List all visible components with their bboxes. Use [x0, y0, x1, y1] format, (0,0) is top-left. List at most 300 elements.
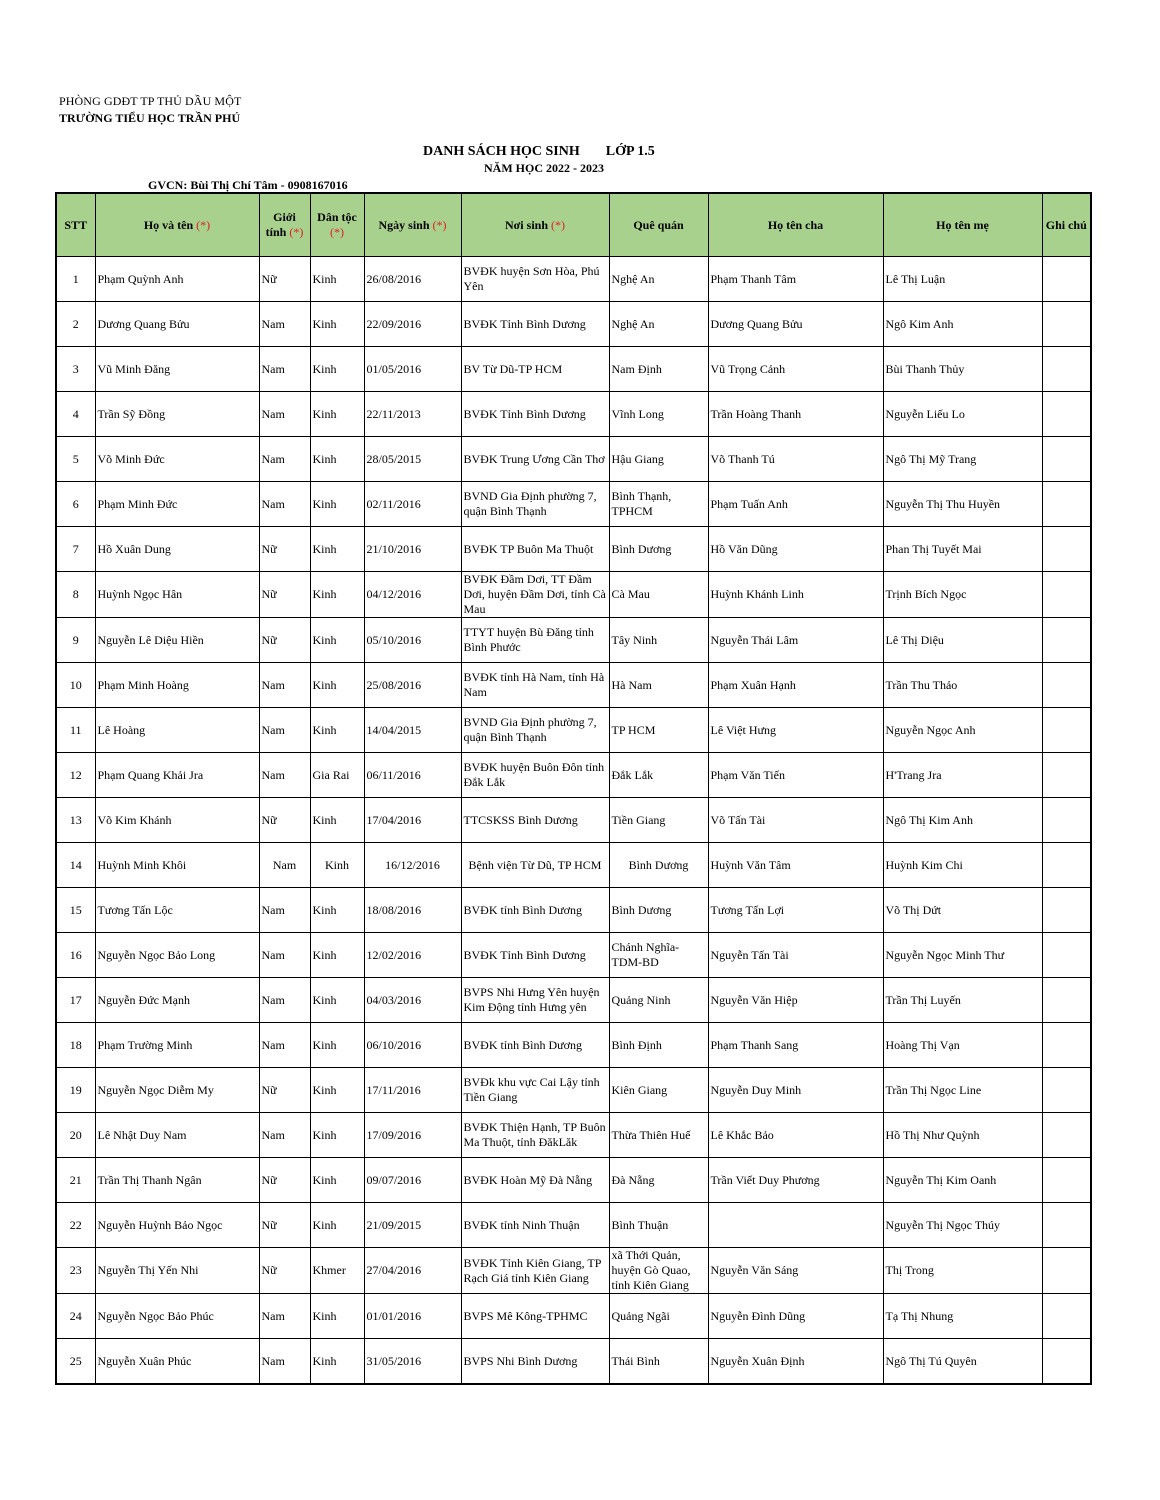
table-row: [56, 437, 1091, 482]
father-cell: Phạm Thanh Sang: [708, 1023, 883, 1068]
father-cell: Trần Hoàng Thanh: [708, 392, 883, 437]
gender-cell: Nữ: [259, 798, 310, 843]
hometown-cell: Tây Ninh: [609, 618, 708, 663]
header-col-hometown: [609, 193, 708, 257]
table-row: [56, 257, 1091, 302]
mother-cell: Hoàng Thị Vạn: [883, 1023, 1042, 1068]
stt-cell: 16: [56, 933, 95, 978]
mother-cell: Bùi Thanh Thủy: [883, 347, 1042, 392]
table-header-row: [56, 193, 1091, 257]
table-row: [56, 843, 1091, 888]
mother-cell: Trần Thị Luyến: [883, 978, 1042, 1023]
birth-place-cell: BVĐK tỉnh Bình Dương: [461, 1023, 609, 1068]
name-cell: Nguyễn Xuân Phúc: [95, 1339, 259, 1385]
mother-cell: Trịnh Bích Ngọc: [883, 572, 1042, 618]
homeroom-teacher: GVCN: Bùi Thị Chí Tâm - 0908167016: [148, 178, 348, 192]
birth-date-cell: 14/04/2015: [364, 708, 461, 753]
birth-place-cell: BVĐK Tỉnh Kiên Giang, TP Rạch Giá tỉnh Kiên Giang: [461, 1248, 609, 1294]
birth-date-cell: 05/10/2016: [364, 618, 461, 663]
gender-cell: Nam: [259, 708, 310, 753]
gender-cell: Nam: [259, 1294, 310, 1339]
table-row: [56, 753, 1091, 798]
ethnicity-cell: Kinh: [310, 437, 364, 482]
header-col-stt: [56, 193, 95, 257]
name-cell: Lê Nhật Duy Nam: [95, 1113, 259, 1158]
father-cell: Lê Việt Hưng: [708, 708, 883, 753]
father-cell: Vũ Trọng Cảnh: [708, 347, 883, 392]
gender-cell: Nữ: [259, 572, 310, 618]
name-cell: Nguyễn Lê Diệu Hiền: [95, 618, 259, 663]
header-label: Họ tên cha: [767, 217, 824, 232]
notes-cell: [1042, 392, 1091, 437]
ethnicity-cell: Kinh: [310, 798, 364, 843]
table-row: [56, 392, 1091, 437]
mother-cell: Tạ Thị Nhung: [883, 1294, 1042, 1339]
mother-cell: Trần Thu Thảo: [883, 663, 1042, 708]
student-table: [55, 192, 1092, 1385]
table-row: [56, 1068, 1091, 1113]
mother-cell: Trần Thị Ngọc Line: [883, 1068, 1042, 1113]
name-cell: Võ Minh Đức: [95, 437, 259, 482]
father-cell: Tương Tấn Lợi: [708, 888, 883, 933]
mother-cell: Ngô Thị Kim Anh: [883, 798, 1042, 843]
birth-date-cell: 17/11/2016: [364, 1068, 461, 1113]
father-cell: Nguyễn Văn Hiệp: [708, 978, 883, 1023]
header-label: Giới tính: [265, 210, 296, 239]
birth-place-cell: BVĐK Đầm Dơi, TT Đầm Dơi, huyện Đầm Dơi, tỉnh Cà Mau: [461, 572, 609, 618]
stt-cell: 19: [56, 1068, 95, 1113]
table-row: [56, 1113, 1091, 1158]
father-cell: Nguyễn Xuân Định: [708, 1339, 883, 1385]
birth-place-cell: BV Từ Dũ-TP HCM: [461, 347, 609, 392]
ethnicity-cell: Kinh: [310, 978, 364, 1023]
stt-cell: 7: [56, 527, 95, 572]
stt-cell: 6: [56, 482, 95, 527]
name-cell: Nguyễn Đức Mạnh: [95, 978, 259, 1023]
father-cell: Phạm Tuấn Anh: [708, 482, 883, 527]
birth-date-cell: 06/10/2016: [364, 1023, 461, 1068]
hometown-cell: Vĩnh Long: [609, 392, 708, 437]
birth-date-cell: 22/11/2013: [364, 392, 461, 437]
gender-cell: Nữ: [259, 1248, 310, 1294]
table-row: [56, 978, 1091, 1023]
table-row: [56, 933, 1091, 978]
header-col-ethnicity: [310, 193, 364, 257]
gender-cell: Nam: [259, 753, 310, 798]
notes-cell: [1042, 572, 1091, 618]
birth-date-cell: 17/09/2016: [364, 1113, 461, 1158]
father-cell: Phạm Thanh Tâm: [708, 257, 883, 302]
header-label: STT: [64, 217, 88, 232]
mother-cell: Nguyễn Thị Ngọc Thúy: [883, 1203, 1042, 1248]
mother-cell: Thị Trong: [883, 1248, 1042, 1294]
hometown-cell: Bình Định: [609, 1023, 708, 1068]
birth-place-cell: BVĐk khu vực Cai Lậy tỉnh Tiền Giang: [461, 1068, 609, 1113]
mother-cell: Huỳnh Kim Chi: [883, 843, 1042, 888]
name-cell: Võ Kim Khánh: [95, 798, 259, 843]
ethnicity-cell: Kinh: [310, 1068, 364, 1113]
table-row: [56, 618, 1091, 663]
mother-cell: Lê Thị Luận: [883, 257, 1042, 302]
birth-place-cell: BVPS Mê Kông-TPHMC: [461, 1294, 609, 1339]
header-label: Ngày sinh: [378, 217, 430, 232]
birth-place-cell: BVĐK huyện Buôn Đôn tỉnh Đắk Lắk: [461, 753, 609, 798]
notes-cell: [1042, 1203, 1091, 1248]
gender-cell: Nữ: [259, 1203, 310, 1248]
hometown-cell: Thừa Thiên Huế: [609, 1113, 708, 1158]
header-label: Họ tên mẹ: [936, 217, 989, 232]
stt-cell: 14: [56, 843, 95, 888]
hometown-cell: xã Thới Quản, huyện Gò Quao, tỉnh Kiên Giang: [609, 1248, 708, 1294]
name-cell: Trần Sỹ Đồng: [95, 392, 259, 437]
name-cell: Huỳnh Minh Khôi: [95, 843, 259, 888]
table-row: [56, 1248, 1091, 1294]
department-name: PHÒNG GDĐT TP THỦ DẦU MỘT: [59, 94, 242, 108]
hometown-cell: Nam Định: [609, 347, 708, 392]
hometown-cell: Hậu Giang: [609, 437, 708, 482]
school-name: TRƯỜNG TIỂU HỌC TRẦN PHÚ: [59, 111, 241, 125]
gender-cell: Nam: [259, 978, 310, 1023]
birth-place-cell: BVND Gia Định phường 7, quận Bình Thạnh: [461, 482, 609, 527]
notes-cell: [1042, 1113, 1091, 1158]
birth-place-cell: BVĐK tỉnh Bình Dương: [461, 888, 609, 933]
notes-cell: [1042, 663, 1091, 708]
birth-date-cell: 28/05/2015: [364, 437, 461, 482]
name-cell: Phạm Minh Đức: [95, 482, 259, 527]
name-cell: Trần Thị Thanh Ngân: [95, 1158, 259, 1203]
gender-cell: Nữ: [259, 1068, 310, 1113]
father-cell: Dương Quang Bửu: [708, 302, 883, 347]
name-cell: Tương Tấn Lộc: [95, 888, 259, 933]
hometown-cell: Đắk Lắk: [609, 753, 708, 798]
father-cell: Nguyễn Đình Dũng: [708, 1294, 883, 1339]
father-cell: Lê Khắc Bảo: [708, 1113, 883, 1158]
stt-cell: 12: [56, 753, 95, 798]
birth-date-cell: 26/08/2016: [364, 257, 461, 302]
ethnicity-cell: Gia Rai: [310, 753, 364, 798]
table-row: [56, 1158, 1091, 1203]
notes-cell: [1042, 257, 1091, 302]
birth-place-cell: BVPS Nhi Bình Dương: [461, 1339, 609, 1385]
header-label: Nơi sinh: [505, 217, 548, 232]
name-cell: Phạm Quỳnh Anh: [95, 257, 259, 302]
header-label: Dân tộc: [317, 210, 357, 224]
birth-date-cell: 09/07/2016: [364, 1158, 461, 1203]
father-cell: Huỳnh Khánh Linh: [708, 572, 883, 618]
mother-cell: Nguyễn Thị Kim Oanh: [883, 1158, 1042, 1203]
gender-cell: Nam: [259, 1339, 310, 1385]
mother-cell: Phan Thị Tuyết Mai: [883, 527, 1042, 572]
gender-cell: Nam: [259, 1113, 310, 1158]
header-label: Quê quán: [633, 217, 684, 232]
name-cell: Vũ Minh Đăng: [95, 347, 259, 392]
birth-date-cell: 22/09/2016: [364, 302, 461, 347]
stt-cell: 20: [56, 1113, 95, 1158]
ethnicity-cell: Kinh: [310, 482, 364, 527]
ethnicity-cell: Kinh: [310, 572, 364, 618]
hometown-cell: Hà Nam: [609, 663, 708, 708]
ethnicity-cell: Kinh: [310, 302, 364, 347]
hometown-cell: Thái Bình: [609, 1339, 708, 1385]
hometown-cell: Chánh Nghĩa-TDM-BD: [609, 933, 708, 978]
name-cell: Nguyễn Ngọc Diễm My: [95, 1068, 259, 1113]
birth-date-cell: 25/08/2016: [364, 663, 461, 708]
header-col-mother-name: [883, 193, 1042, 257]
stt-cell: 23: [56, 1248, 95, 1294]
header-col-birth-date: [364, 193, 461, 257]
ethnicity-cell: Kinh: [310, 392, 364, 437]
birth-date-cell: 31/05/2016: [364, 1339, 461, 1385]
ethnicity-cell: Kinh: [310, 257, 364, 302]
name-cell: Nguyễn Thị Yến Nhi: [95, 1248, 259, 1294]
gender-cell: Nam: [259, 392, 310, 437]
birth-date-cell: 27/04/2016: [364, 1248, 461, 1294]
table-row: [56, 708, 1091, 753]
ethnicity-cell: Khmer: [310, 1248, 364, 1294]
required-mark: (*): [432, 217, 447, 232]
hometown-cell: Bình Dương: [609, 888, 708, 933]
required-mark: (*): [196, 217, 211, 232]
notes-cell: [1042, 708, 1091, 753]
stt-cell: 2: [56, 302, 95, 347]
stt-cell: 13: [56, 798, 95, 843]
birth-date-cell: 06/11/2016: [364, 753, 461, 798]
gender-cell: Nam: [259, 888, 310, 933]
header-col-gender: [259, 193, 310, 257]
header-col-father-name: [708, 193, 883, 257]
header-label: Họ và tên: [143, 217, 194, 232]
stt-cell: 10: [56, 663, 95, 708]
stt-cell: 4: [56, 392, 95, 437]
ethnicity-cell: Kinh: [310, 663, 364, 708]
stt-cell: 8: [56, 572, 95, 618]
ethnicity-cell: Kinh: [310, 843, 364, 888]
table-row: [56, 1023, 1091, 1068]
father-cell: Trần Viết Duy Phương: [708, 1158, 883, 1203]
hometown-cell: Kiên Giang: [609, 1068, 708, 1113]
name-cell: Phạm Minh Hoàng: [95, 663, 259, 708]
notes-cell: [1042, 347, 1091, 392]
ethnicity-cell: Kinh: [310, 1339, 364, 1385]
birth-date-cell: 17/04/2016: [364, 798, 461, 843]
birth-date-cell: 04/12/2016: [364, 572, 461, 618]
birth-date-cell: 02/11/2016: [364, 482, 461, 527]
notes-cell: [1042, 437, 1091, 482]
birth-place-cell: BVPS Nhi Hưng Yên huyện Kim Động tỉnh Hưng yên: [461, 978, 609, 1023]
gender-cell: Nam: [259, 663, 310, 708]
mother-cell: Nguyễn Liếu Lo: [883, 392, 1042, 437]
ethnicity-cell: Kinh: [310, 1294, 364, 1339]
gender-cell: Nam: [259, 302, 310, 347]
birth-place-cell: BVĐK Tỉnh Bình Dương: [461, 302, 609, 347]
hometown-cell: Nghệ An: [609, 257, 708, 302]
stt-cell: 11: [56, 708, 95, 753]
birth-place-cell: BVĐK Hoàn Mỹ Đà Nẵng: [461, 1158, 609, 1203]
birth-place-cell: BVĐK tỉnh Ninh Thuận: [461, 1203, 609, 1248]
ethnicity-cell: Kinh: [310, 347, 364, 392]
gender-cell: Nữ: [259, 618, 310, 663]
gender-cell: Nam: [259, 1023, 310, 1068]
table-row: [56, 302, 1091, 347]
gender-cell: Nữ: [259, 257, 310, 302]
birth-date-cell: 12/02/2016: [364, 933, 461, 978]
mother-cell: Hồ Thị Như Quỳnh: [883, 1113, 1042, 1158]
notes-cell: [1042, 843, 1091, 888]
name-cell: Nguyễn Huỳnh Bảo Ngọc: [95, 1203, 259, 1248]
mother-cell: H'Trang Jra: [883, 753, 1042, 798]
mother-cell: Nguyễn Ngọc Minh Thư: [883, 933, 1042, 978]
gender-cell: Nam: [259, 347, 310, 392]
notes-cell: [1042, 753, 1091, 798]
required-mark: (*): [289, 225, 304, 239]
hometown-cell: Bình Thuận: [609, 1203, 708, 1248]
stt-cell: 18: [56, 1023, 95, 1068]
notes-cell: [1042, 302, 1091, 347]
ethnicity-cell: Kinh: [310, 1158, 364, 1203]
name-cell: Huỳnh Ngọc Hân: [95, 572, 259, 618]
mother-cell: Ngô Thị Tú Quyên: [883, 1339, 1042, 1385]
birth-place-cell: BVĐK TP Buôn Ma Thuột: [461, 527, 609, 572]
ethnicity-cell: Kinh: [310, 1113, 364, 1158]
table-row: [56, 1203, 1091, 1248]
ethnicity-cell: Kinh: [310, 618, 364, 663]
notes-cell: [1042, 933, 1091, 978]
birth-date-cell: 16/12/2016: [364, 843, 461, 888]
father-cell: [708, 1203, 883, 1248]
father-cell: Huỳnh Văn Tâm: [708, 843, 883, 888]
name-cell: Phạm Quang Khải Jra: [95, 753, 259, 798]
stt-cell: 22: [56, 1203, 95, 1248]
birth-place-cell: Bệnh viện Từ Dũ, TP HCM: [461, 843, 609, 888]
mother-cell: Võ Thị Dứt: [883, 888, 1042, 933]
father-cell: Võ Tấn Tài: [708, 798, 883, 843]
notes-cell: [1042, 527, 1091, 572]
birth-date-cell: 01/05/2016: [364, 347, 461, 392]
notes-cell: [1042, 1158, 1091, 1203]
table-row: [56, 1339, 1091, 1385]
father-cell: Phạm Xuân Hạnh: [708, 663, 883, 708]
table-row: [56, 572, 1091, 618]
table-body: [56, 257, 1091, 1385]
ethnicity-cell: Kinh: [310, 933, 364, 978]
notes-cell: [1042, 888, 1091, 933]
hometown-cell: Bình Thạnh, TPHCM: [609, 482, 708, 527]
gender-cell: Nam: [259, 437, 310, 482]
name-cell: Nguyễn Ngọc Bảo Phúc: [95, 1294, 259, 1339]
table-row: [56, 527, 1091, 572]
stt-cell: 15: [56, 888, 95, 933]
notes-cell: [1042, 798, 1091, 843]
gender-cell: Nam: [259, 843, 310, 888]
stt-cell: 9: [56, 618, 95, 663]
notes-cell: [1042, 1068, 1091, 1113]
birth-date-cell: 21/09/2015: [364, 1203, 461, 1248]
hometown-cell: Tiền Giang: [609, 798, 708, 843]
birth-place-cell: BVĐK Thiện Hạnh, TP Buôn Ma Thuột, tỉnh ĐăkLăk: [461, 1113, 609, 1158]
birth-date-cell: 04/03/2016: [364, 978, 461, 1023]
hometown-cell: Bình Dương: [609, 843, 708, 888]
gender-cell: Nam: [259, 933, 310, 978]
father-cell: Hồ Văn Dũng: [708, 527, 883, 572]
birth-date-cell: 21/10/2016: [364, 527, 461, 572]
required-mark: (*): [551, 217, 565, 232]
header-label: Ghi chú: [1045, 217, 1087, 232]
ethnicity-cell: Kinh: [310, 1203, 364, 1248]
birth-place-cell: BVND Gia Định phường 7, quận Bình Thạnh: [461, 708, 609, 753]
hometown-cell: TP HCM: [609, 708, 708, 753]
birth-place-cell: BVĐK tỉnh Hà Nam, tỉnh Hà Nam: [461, 663, 609, 708]
hometown-cell: Bình Dương: [609, 527, 708, 572]
title-text: DANH SÁCH HỌC SINH: [423, 144, 580, 159]
mother-cell: Lê Thị Diệu: [883, 618, 1042, 663]
gender-cell: Nữ: [259, 527, 310, 572]
birth-date-cell: 01/01/2016: [364, 1294, 461, 1339]
hometown-cell: Nghệ An: [609, 302, 708, 347]
notes-cell: [1042, 1294, 1091, 1339]
gender-cell: Nữ: [259, 1158, 310, 1203]
father-cell: Nguyễn Thái Lâm: [708, 618, 883, 663]
stt-cell: 5: [56, 437, 95, 482]
birth-place-cell: BVĐK Tỉnh Bình Dương: [461, 933, 609, 978]
header-col-notes: [1042, 193, 1091, 257]
notes-cell: [1042, 978, 1091, 1023]
notes-cell: [1042, 1023, 1091, 1068]
stt-cell: 1: [56, 257, 95, 302]
header-col-birth-place: [461, 193, 609, 257]
gender-cell: Nam: [259, 482, 310, 527]
ethnicity-cell: Kinh: [310, 708, 364, 753]
table-row: [56, 798, 1091, 843]
mother-cell: Ngô Thị Mỹ Trang: [883, 437, 1042, 482]
father-cell: Võ Thanh Tú: [708, 437, 883, 482]
class-label: LỚP 1.5: [605, 144, 655, 159]
table-row: [56, 347, 1091, 392]
stt-cell: 21: [56, 1158, 95, 1203]
father-cell: Nguyễn Duy Minh: [708, 1068, 883, 1113]
hometown-cell: Đà Nẵng: [609, 1158, 708, 1203]
father-cell: Nguyễn Văn Sáng: [708, 1248, 883, 1294]
birth-place-cell: TTCSKSS Bình Dương: [461, 798, 609, 843]
mother-cell: Nguyễn Ngọc Anh: [883, 708, 1042, 753]
document-title: [423, 144, 655, 160]
mother-cell: Nguyễn Thị Thu Huyền: [883, 482, 1042, 527]
hometown-cell: Quảng Ngãi: [609, 1294, 708, 1339]
table-row: [56, 482, 1091, 527]
hometown-cell: Quảng Ninh: [609, 978, 708, 1023]
birth-place-cell: BVĐK Trung Ương Cần Thơ: [461, 437, 609, 482]
name-cell: Lê Hoàng: [95, 708, 259, 753]
stt-cell: 3: [56, 347, 95, 392]
father-cell: Phạm Văn Tiến: [708, 753, 883, 798]
notes-cell: [1042, 1248, 1091, 1294]
stt-cell: 25: [56, 1339, 95, 1385]
father-cell: Nguyễn Tấn Tài: [708, 933, 883, 978]
notes-cell: [1042, 482, 1091, 527]
birth-place-cell: BVĐK Tỉnh Bình Dương: [461, 392, 609, 437]
name-cell: Dương Quang Bửu: [95, 302, 259, 347]
ethnicity-cell: Kinh: [310, 527, 364, 572]
name-cell: Phạm Trường Minh: [95, 1023, 259, 1068]
table-row: [56, 1294, 1091, 1339]
mother-cell: Ngô Kim Anh: [883, 302, 1042, 347]
table-row: [56, 888, 1091, 933]
header-col-full-name: [95, 193, 259, 257]
name-cell: Hồ Xuân Dung: [95, 527, 259, 572]
birth-place-cell: TTYT huyện Bù Đăng tỉnh Bình Phước: [461, 618, 609, 663]
birth-date-cell: 18/08/2016: [364, 888, 461, 933]
table-row: [56, 663, 1091, 708]
stt-cell: 17: [56, 978, 95, 1023]
